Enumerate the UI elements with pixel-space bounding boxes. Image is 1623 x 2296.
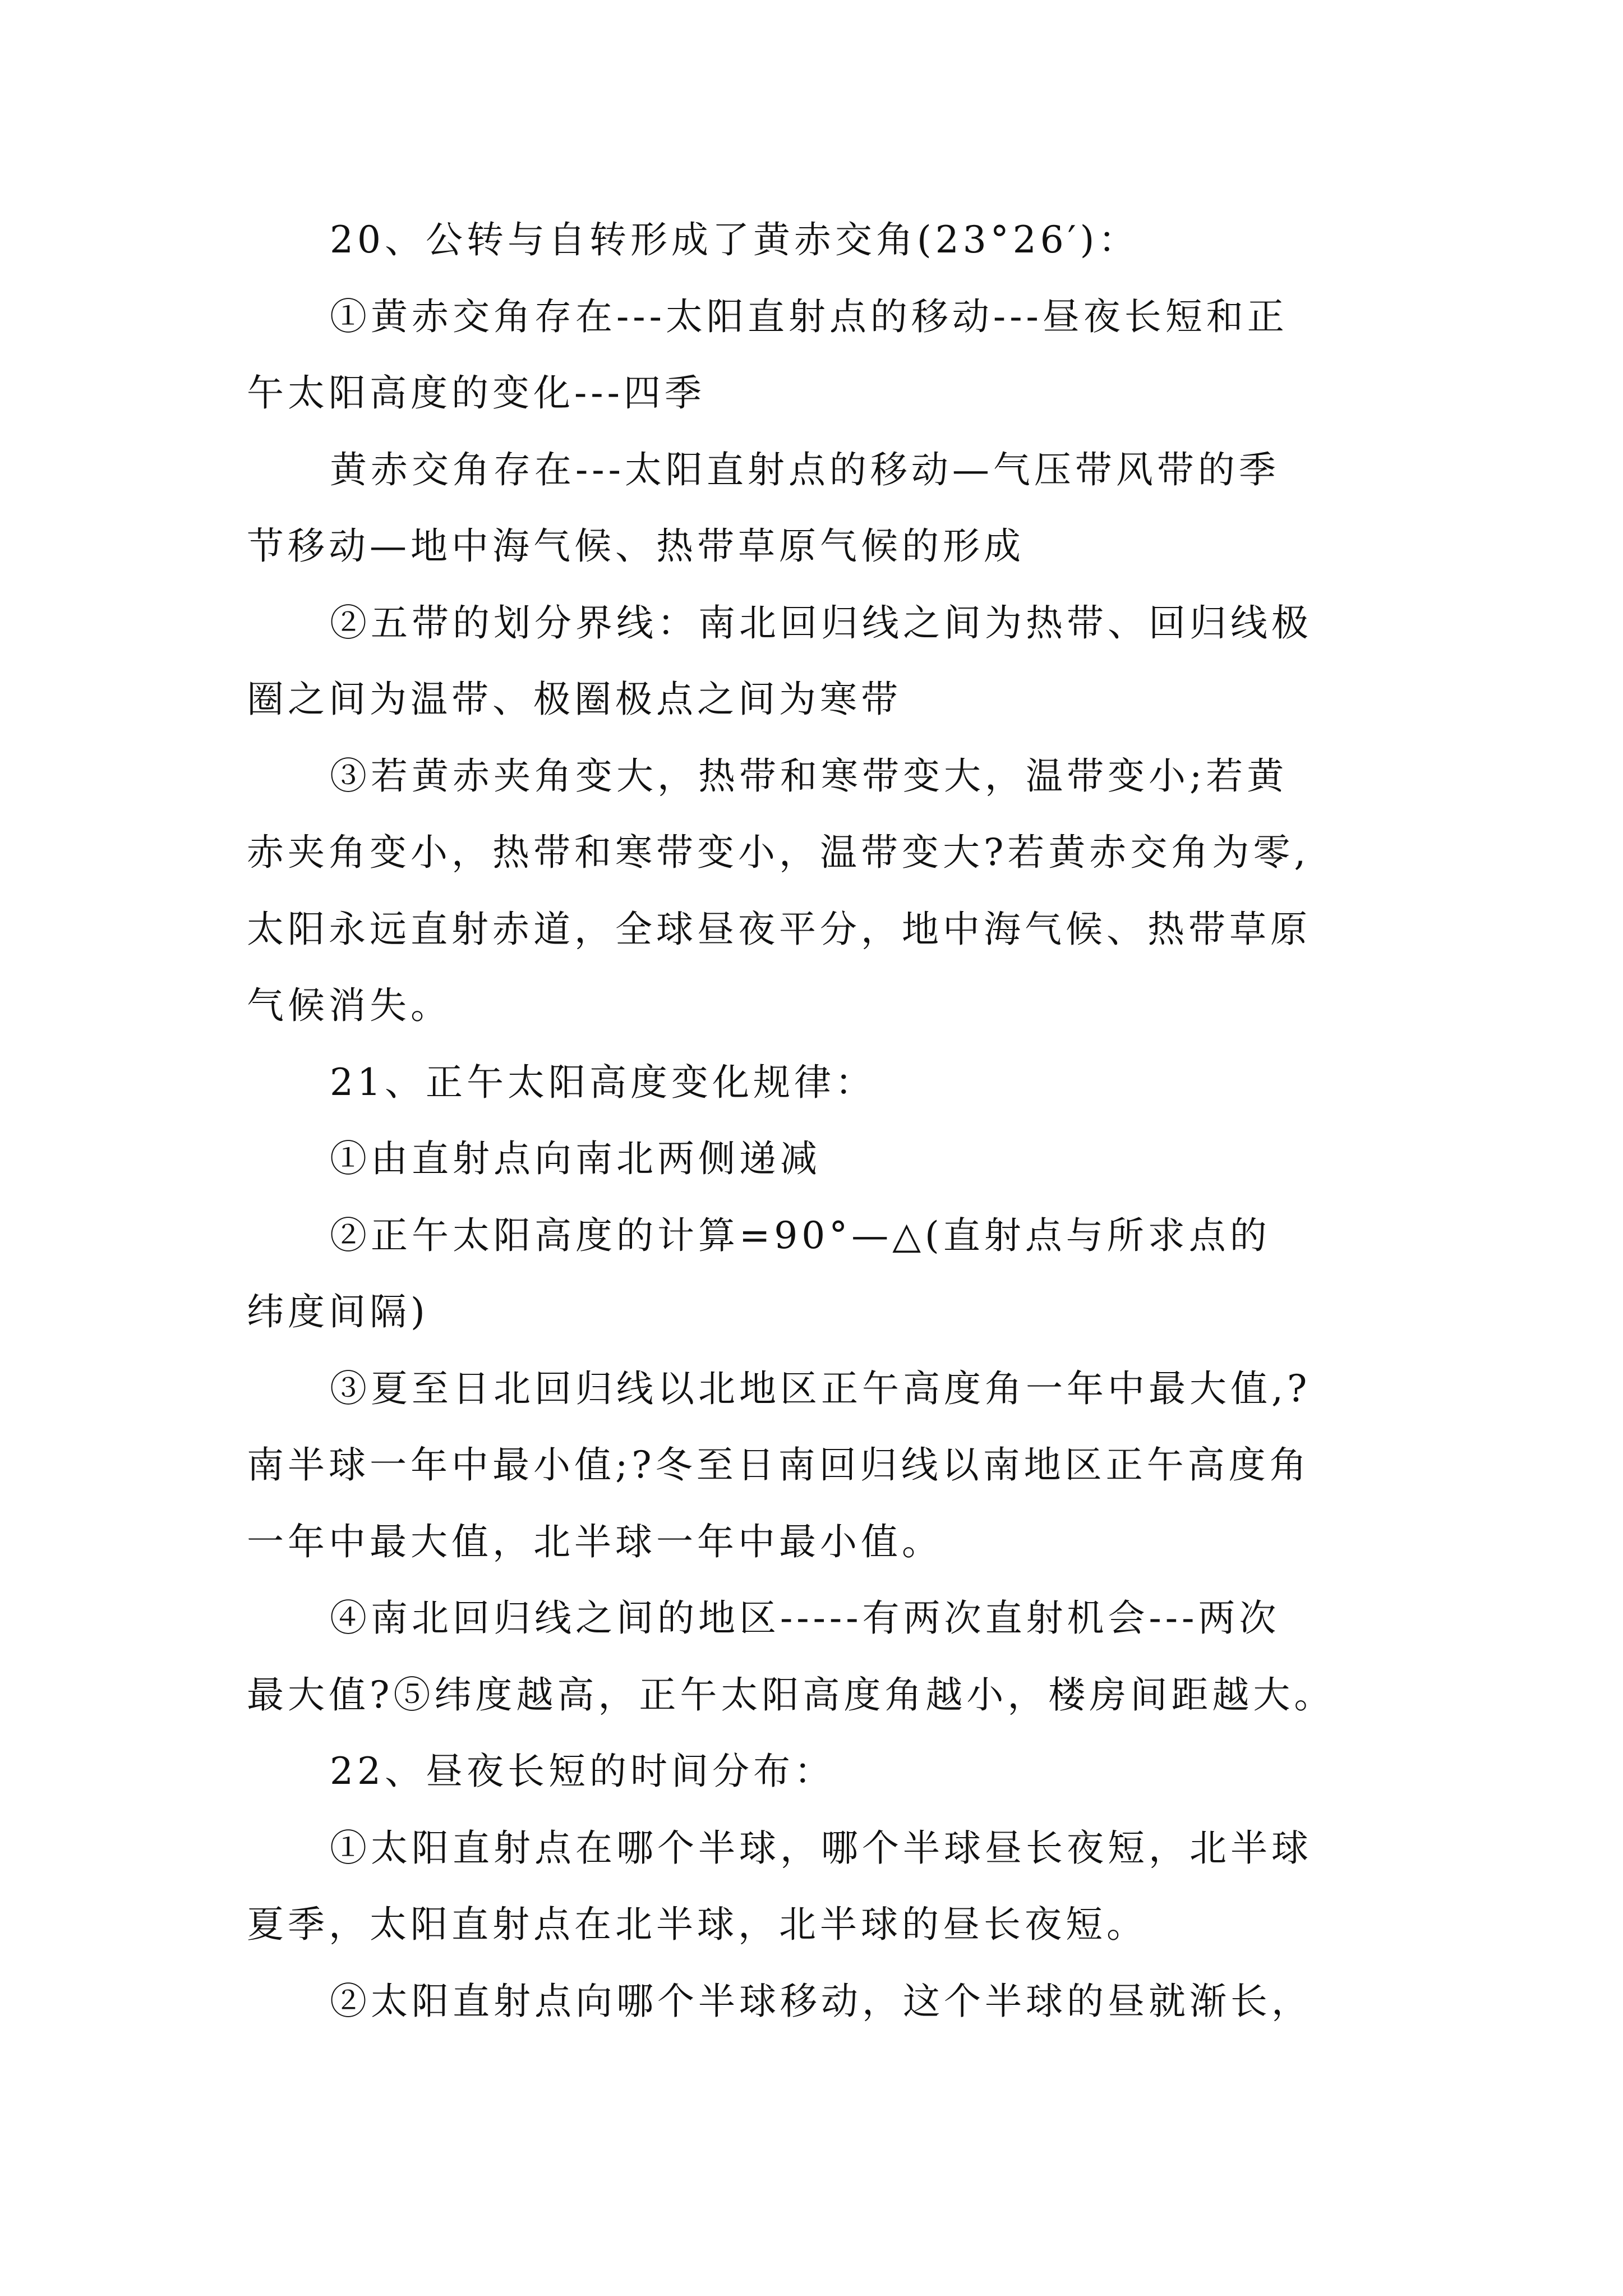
paragraph-line: 午太阳高度的变化---四季 <box>247 371 706 415</box>
paragraph-line: 圈之间为温带、极圈极点之间为寒带 <box>247 678 902 721</box>
paragraph-line: 赤夹角变小，热带和寒带变小，温带变大?若黄赤交角为零, <box>247 831 1310 874</box>
paragraph-line: 一年中最大值，北半球一年中最小值。 <box>247 1520 943 1563</box>
section-21-heading: 21、正午太阳高度变化规律： <box>330 1061 876 1104</box>
paragraph-line: 纬度间隔) <box>247 1290 429 1333</box>
paragraph-line: ②太阳直射点向哪个半球移动，这个半球的昼就渐长， <box>330 1980 1312 2023</box>
paragraph-line: ③夏至日北回归线以北地区正午高度角一年中最大值,? <box>330 1367 1311 1410</box>
paragraph-line: ①黄赤交角存在---太阳直射点的移动---昼夜长短和正 <box>330 295 1288 338</box>
paragraph-line: ①太阳直射点在哪个半球，哪个半球昼长夜短，北半球 <box>330 1826 1312 1870</box>
paragraph-line: 黄赤交角存在---太阳直射点的移动—气压带风带的季 <box>330 448 1280 491</box>
paragraph-line: 节移动—地中海气候、热带草原气候的形成 <box>247 524 1025 568</box>
paragraph-line: ④南北回归线之间的地区-----有两次直射机会---两次 <box>330 1596 1280 1640</box>
section-20-heading: 20、公转与自转形成了黄赤交角(23°26′)： <box>330 218 1140 261</box>
section-22-heading: 22、昼夜长短的时间分布： <box>330 1750 835 1793</box>
paragraph-line: ①由直射点向南北两侧递减 <box>330 1137 821 1180</box>
paragraph-line: 气候消失。 <box>247 984 451 1027</box>
paragraph-line: 南半球一年中最小值;?冬至日南回归线以南地区正午高度角 <box>247 1443 1311 1487</box>
paragraph-line: 最大值?⑤纬度越高，正午太阳高度角越小，楼房间距越大。 <box>247 1673 1335 1717</box>
paragraph-line: ②正午太阳高度的计算=90°—△(直射点与所求点的 <box>330 1214 1271 1257</box>
paragraph-line: 夏季，太阳直射点在北半球，北半球的昼长夜短。 <box>247 1903 1147 1946</box>
paragraph-line: ③若黄赤夹角变大，热带和寒带变大，温带变小;若黄 <box>330 754 1288 798</box>
paragraph-line: 太阳永远直射赤道，全球昼夜平分，地中海气候、热带草原 <box>247 908 1311 951</box>
paragraph-line: ②五带的划分界线：南北回归线之间为热带、回归线极 <box>330 601 1312 645</box>
